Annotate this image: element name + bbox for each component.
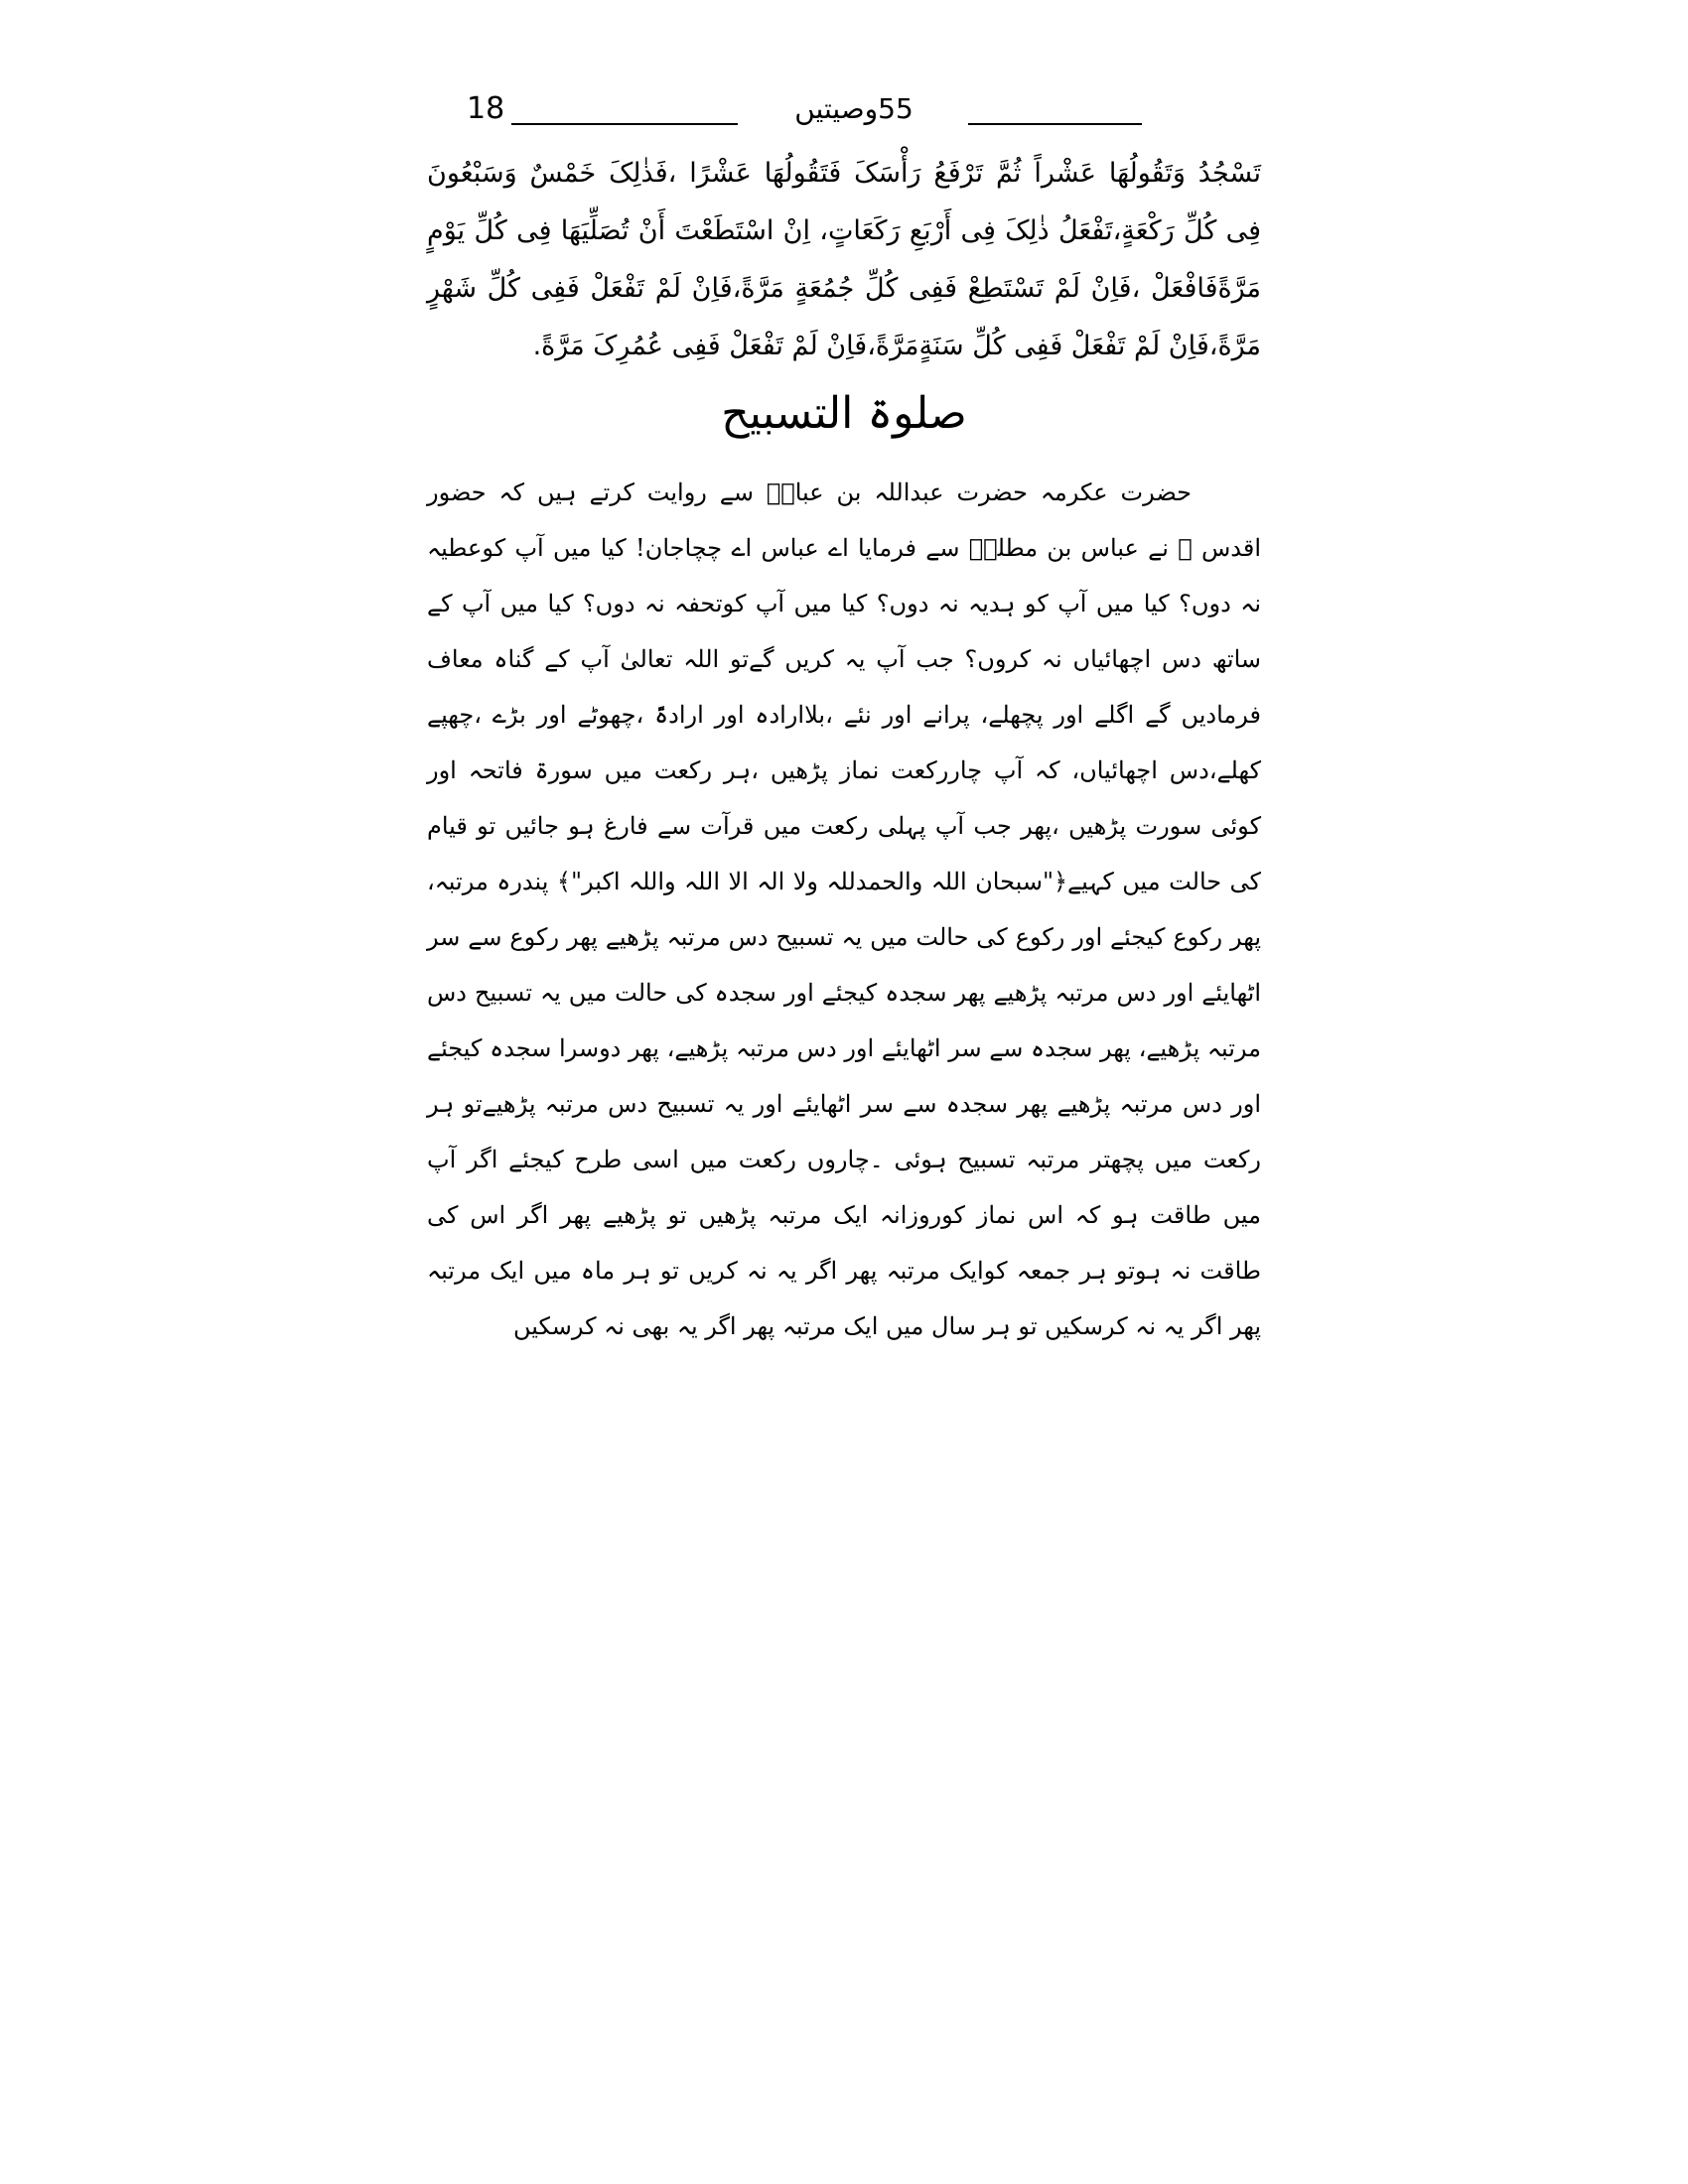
running-title: 55وصیتیں: [794, 92, 914, 125]
arabic-hadith-text: تَسْجُدُ وَتَقُولُهَا عَشْراً ثُمَّ تَرْفَعُ رَأْسَکَ فَتَقُولُهَا عَشْرًا ،فَذٰلِکَ خَمْسٌ وَسَبْعُونَ فِی کُلِّ رَکْعَةٍ،تَفْعَلُ ذٰلِکَ فِی أَرْبَعِ رَکَعَاتٍ، اِنْ اسْتَطَعْتَ أَنْ تُصَلِّیَهَا فِی کُلِّ یَوْمٍ مَرَّةًفَافْعَلْ ،فَاِنْ لَمْ تَسْتَطِعْ فَفِی کُلِّ جُمُعَةٍ مَرَّةً،فَاِنْ لَمْ تَفْعَلْ فَفِی کُلِّ شَهْرٍ مَرَّةً،فَاِنْ لَمْ تَفْعَلْ فَفِی کُلِّ سَنَةٍمَرَّةً،فَاِنْ لَمْ تَفْعَلْ فَفِی عُمُرِکَ مَرَّةً.: [427, 158, 1261, 361]
page-number: 18: [467, 91, 505, 126]
page-header: [427, 89, 1261, 139]
urdu-body-text: حضرت عکرمہ حضرت عبداللہ بن عباسؓ سے روایت کرتے ہیں کہ حضور اقدس ﷺ نے عباس بن مطلبؓ سے فرمایا اے عباس اے چچاجان! کیا میں آپ کوعطیہ نہ دوں؟ کیا میں آپ کو ہدیہ نہ دوں؟ کیا میں آپ کوتحفہ نہ دوں؟ کیا میں آپ کے ساتھ دس اچھائیاں نہ کروں؟ جب آپ یہ کریں گےتو اللہ تعالیٰ آپ کے گناہ معاف فرمادیں گے اگلے اور پچھلے، پرانے اور نئے ،بلاارادہ اور ارادۃً ،چھوٹے اور بڑے ،چھپے کھلے،دس اچھائیاں، کہ آپ چاررکعت نماز پڑھیں ،ہر رکعت میں سورۃ فاتحہ اور کوئی سورت پڑھیں ،پھر جب آپ پہلی رکعت میں قرآت سے فارغ ہو جائیں تو قیام کی حالت میں کہیے﴿"سبحان اللہ والحمدللہ ولا الہ الا اللہ واللہ اکبر"﴾ پندرہ مرتبہ، پھر رکوع کیجئے اور رکوع کی حالت میں یہ تسبیح دس مرتبہ پڑھیے پھر رکوع سے سر اٹھایئے اور دس مرتبہ پڑھیے پھر سجدہ کیجئے اور سجدہ کی حالت میں یہ تسبیح دس مرتبہ پڑھیے، پھر سجدہ سے سر اٹھایئے اور دس مرتبہ پڑھیے، پھر دوسرا سجدہ کیجئے اور دس مرتبہ پڑھیے پھر سجدہ سے سر اٹھایئے اور یہ تسبیح دس مرتبہ پڑھیےتو ہر رکعت میں پچھتر مرتبہ تسبیح ہوئی ۔چاروں رکعت میں اسی طرح کیجئے اگر آپ میں طاقت ہو کہ اس نماز کوروزانہ ایک مرتبہ پڑھیں تو پڑھیے پھر اگر اس کی طاقت نہ ہوتو ہر جمعہ کوایک مرتبہ پھر اگر یہ نہ کریں تو ہر ماہ میں ایک مرتبہ پھر اگر یہ نہ کرسکیں تو ہر سال میں ایک مرتبہ پھر اگر یہ بھی نہ کرسکیں: [427, 478, 1261, 1340]
header-rule-left: [511, 123, 738, 125]
document-page: [427, 89, 1261, 1354]
header-rule-right: [968, 123, 1142, 125]
section-heading: صلوۃ التسبیح: [721, 388, 967, 439]
